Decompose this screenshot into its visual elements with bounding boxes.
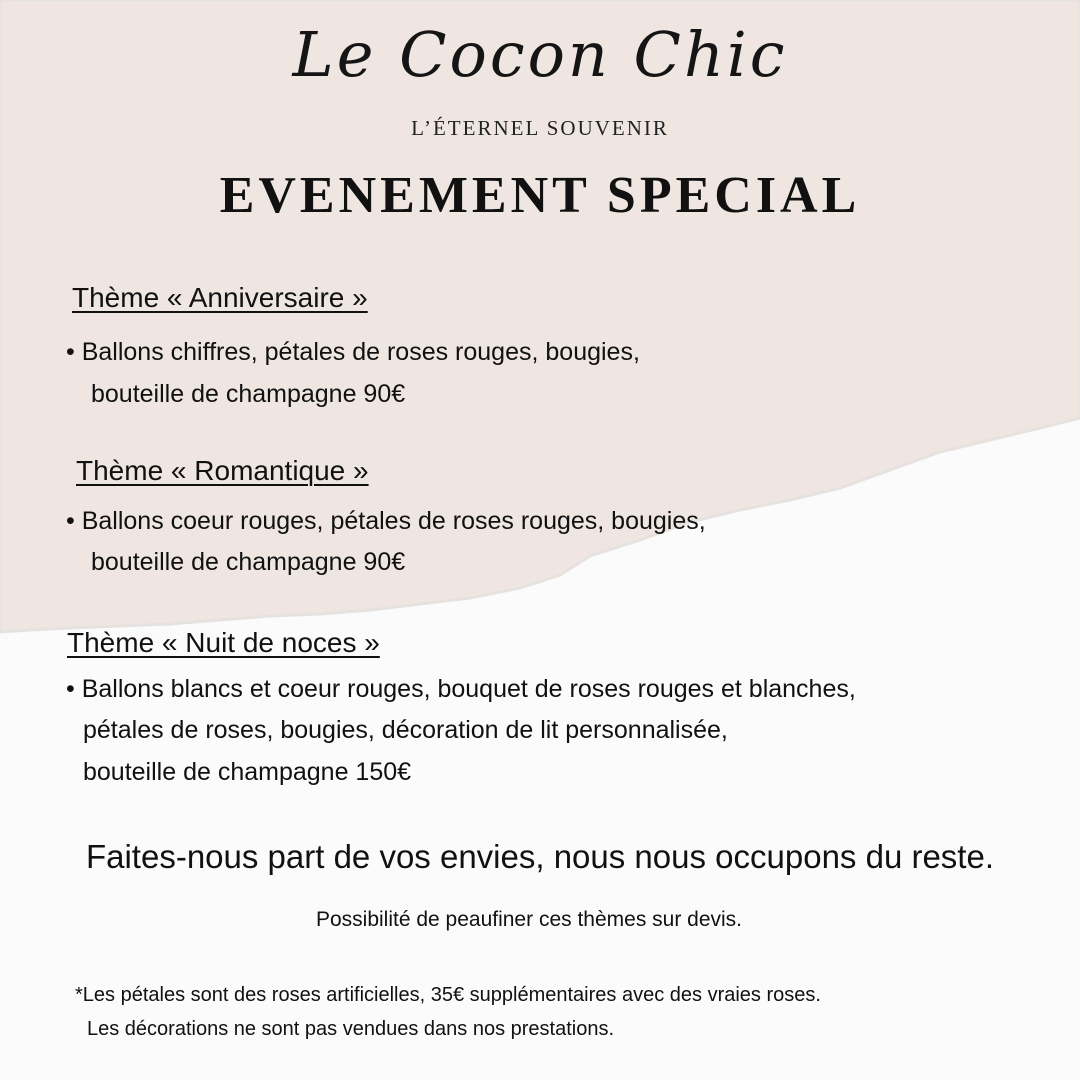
footnote: *Les pétales sont des roses artificielles, 35€ supplémentaires avec des vraies roses. xyxy=(75,984,821,1006)
brand-tagline: L’ÉTERNEL SOUVENIR xyxy=(411,116,669,140)
theme-line: • Ballons blancs et coeur rouges, bouquet de roses rouges et blanches, xyxy=(66,675,856,703)
brand-logo: Le Cocon Chic xyxy=(292,18,788,91)
theme-heading-romantique: Thème « Romantique » xyxy=(76,455,369,486)
page-title: EVENEMENT SPECIAL xyxy=(219,167,861,224)
theme-line: bouteille de champagne 90€ xyxy=(91,548,406,576)
theme-heading-anniversaire: Thème « Anniversaire » xyxy=(72,282,368,313)
closing-statement: Faites-nous part de vos envies, nous nous occupons du reste. xyxy=(85,838,995,875)
theme-heading-nuit-de-noces: Thème « Nuit de noces » xyxy=(67,627,380,658)
footnote: Les décorations ne sont pas vendues dans nos prestations. xyxy=(87,1018,615,1040)
theme-line: • Ballons chiffres, pétales de roses rouges, bougies, xyxy=(66,338,640,366)
theme-line: bouteille de champagne 150€ xyxy=(83,758,412,786)
theme-line: pétales de roses, bougies, décoration de lit personnalisée, xyxy=(83,716,728,744)
custom-note: Possibilité de peaufiner ces thèmes sur devis. xyxy=(315,908,743,931)
theme-line: bouteille de champagne 90€ xyxy=(91,380,406,408)
theme-line: • Ballons coeur rouges, pétales de roses rouges, bougies, xyxy=(66,507,706,535)
